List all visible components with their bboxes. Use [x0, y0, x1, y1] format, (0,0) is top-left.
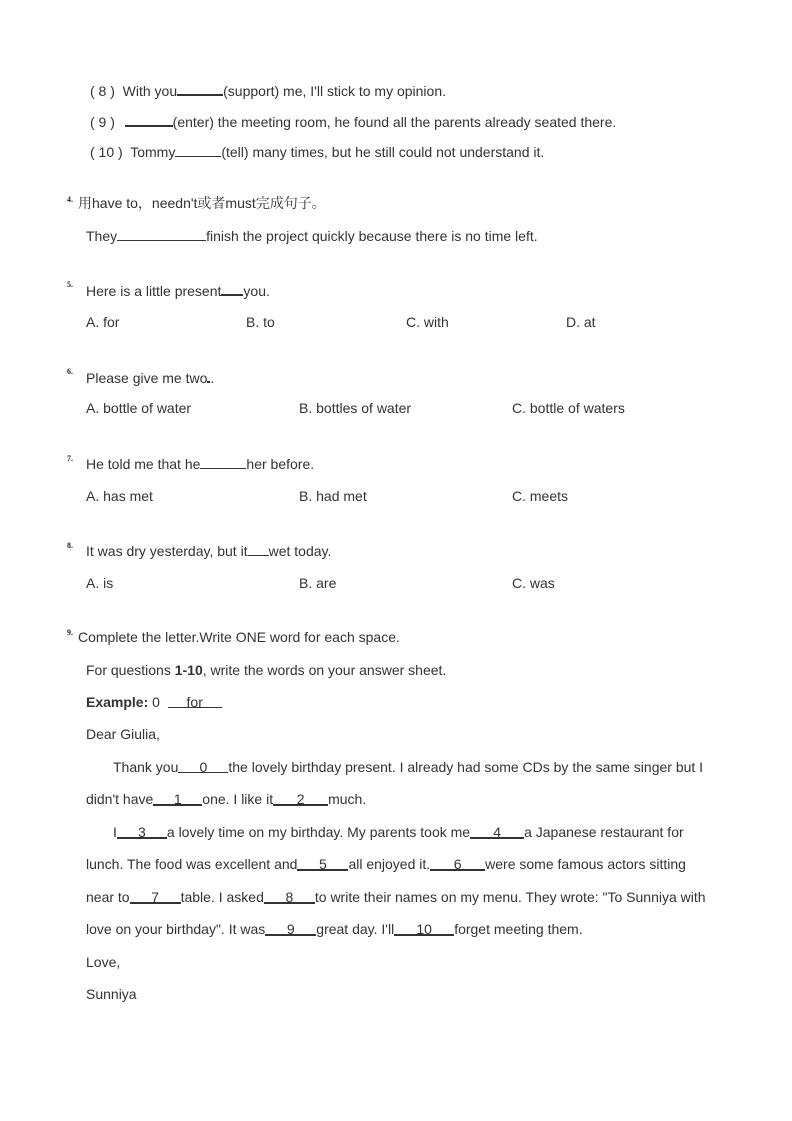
- question-number: 5.: [67, 280, 73, 289]
- letter-signature: Sunniya: [86, 986, 137, 1002]
- q4-sentence: [86, 226, 538, 245]
- item-label: ( 10 ): [90, 144, 123, 160]
- answer-blank[interactable]: [125, 111, 173, 127]
- q3-item-10: [90, 142, 544, 161]
- letter-text: forget meeting them.: [454, 921, 583, 937]
- letter-text: didn't have: [86, 791, 154, 807]
- note-bold: 1-10: [174, 662, 203, 678]
- letter-line-2: [86, 790, 366, 808]
- q5-option-c[interactable]: C. with: [406, 314, 449, 330]
- question-number: 8.: [67, 541, 73, 550]
- stem-text: her before.: [246, 456, 315, 472]
- answer-blank[interactable]: [175, 142, 221, 157]
- letter-blank[interactable]: 9: [265, 920, 316, 936]
- stem-text: Please give me two: [86, 370, 208, 386]
- letter-text: Thank you: [113, 759, 179, 775]
- letter-text: were some famous actors sitting: [485, 856, 686, 872]
- q8-option-a[interactable]: A. is: [86, 575, 114, 591]
- item-text: (support) me, I'll stick to my opinion.: [223, 83, 446, 99]
- note-text: For questions: [86, 662, 175, 678]
- letter-blank[interactable]: 2: [273, 790, 328, 806]
- example-answer: for: [168, 693, 222, 708]
- letter-text: all enjoyed it.: [348, 856, 431, 872]
- letter-blank[interactable]: 3: [117, 823, 167, 839]
- letter-blank[interactable]: 8: [264, 888, 315, 904]
- stem-text: He told me that he: [86, 456, 201, 472]
- q6-option-c[interactable]: C. bottle of waters: [512, 400, 625, 416]
- letter-text: one. I like it: [202, 791, 274, 807]
- q8-option-c[interactable]: C. was: [512, 575, 555, 591]
- q7-stem: [86, 454, 314, 473]
- letter-text: I: [113, 824, 117, 840]
- example-label: Example:: [86, 694, 149, 710]
- letter-blank[interactable]: 1: [153, 790, 202, 806]
- letter-text: great day. I'll: [316, 921, 395, 937]
- q5-stem: [86, 280, 270, 300]
- q7-option-c[interactable]: C. meets: [512, 488, 569, 504]
- question-number: 4.: [67, 195, 73, 204]
- letter-blank[interactable]: 0: [178, 758, 228, 773]
- stem-text: It was dry yesterday, but it: [86, 543, 248, 559]
- answer-blank[interactable]: [200, 454, 246, 469]
- q9-questions-note: [86, 661, 446, 679]
- letter-text: the lovely birthday present. I already had some CDs by the same singer but I: [228, 759, 704, 775]
- q8-stem: [86, 541, 331, 560]
- q3-item-9: [90, 111, 616, 131]
- answer-blank[interactable]: [221, 280, 243, 296]
- stem-text: Here is a little present: [86, 283, 222, 299]
- q7-option-a[interactable]: A. has met: [86, 488, 153, 504]
- letter-line-5: [86, 888, 706, 906]
- letter-line-6: [86, 920, 583, 938]
- letter-closing: Love,: [86, 954, 121, 970]
- note-text: , write the words on your answer sheet.: [202, 662, 447, 678]
- letter-text: love on your birthday". It was: [86, 921, 266, 937]
- question-number: 6.: [67, 367, 73, 376]
- q9-instruction: Complete the letter.Write ONE word for each space.: [78, 629, 400, 645]
- q5-option-d[interactable]: D. at: [566, 314, 596, 330]
- letter-blank[interactable]: 6: [430, 855, 485, 871]
- q5-option-a[interactable]: A. for: [86, 314, 120, 330]
- sentence-text: finish the project quickly because there is no time left.: [206, 228, 538, 244]
- q9-example: [86, 693, 222, 711]
- q7-option-b[interactable]: B. had met: [299, 488, 367, 504]
- answer-blank[interactable]: [177, 80, 223, 96]
- item-text: (tell) many times, but he still could not understand it.: [221, 144, 545, 160]
- item-text: (enter) the meeting room, he found all the parents already seated there.: [172, 114, 617, 130]
- letter-greeting: Dear Giulia,: [86, 726, 160, 742]
- item-label: ( 9 ): [90, 114, 115, 130]
- q6-option-a[interactable]: A. bottle of water: [86, 400, 192, 416]
- letter-text: much.: [328, 791, 367, 807]
- sentence-text: They: [86, 228, 118, 244]
- item-text: With you: [122, 83, 178, 99]
- letter-blank[interactable]: 4: [470, 823, 524, 839]
- letter-line-1: [113, 758, 703, 776]
- letter-blank[interactable]: 5: [297, 855, 348, 871]
- answer-blank[interactable]: [248, 541, 269, 556]
- q5-option-b[interactable]: B. to: [246, 314, 275, 330]
- q3-item-8: [90, 80, 446, 100]
- q6-option-b[interactable]: B. bottles of water: [299, 400, 412, 416]
- letter-text: a lovely time on my birthday. My parents took me: [166, 824, 471, 840]
- letter-blank[interactable]: 10: [394, 920, 454, 936]
- letter-line-3: [113, 823, 684, 841]
- stem-text: wet today.: [268, 543, 332, 559]
- example-number: 0: [152, 694, 160, 710]
- item-label: ( 8 ): [90, 83, 115, 99]
- item-text: Tommy: [130, 144, 176, 160]
- question-number: 7.: [67, 454, 73, 463]
- q4-instruction: 用have to，needn't或者must完成句子。: [78, 195, 326, 211]
- question-number: 9.: [67, 628, 73, 637]
- q6-stem: [86, 367, 214, 387]
- q8-option-b[interactable]: B. are: [299, 575, 337, 591]
- letter-text: a Japanese restaurant for: [524, 824, 684, 840]
- letter-line-4: [86, 855, 686, 873]
- stem-text: you.: [243, 283, 270, 299]
- letter-blank[interactable]: 7: [130, 888, 181, 904]
- stem-text: .: [210, 370, 215, 386]
- answer-blank[interactable]: [117, 226, 206, 241]
- letter-text: to write their names on my menu. They wrote: "To Sunniya with: [314, 889, 706, 905]
- letter-text: near to: [86, 889, 130, 905]
- letter-text: table. I asked: [180, 889, 264, 905]
- letter-text: lunch. The food was excellent and: [86, 856, 298, 872]
